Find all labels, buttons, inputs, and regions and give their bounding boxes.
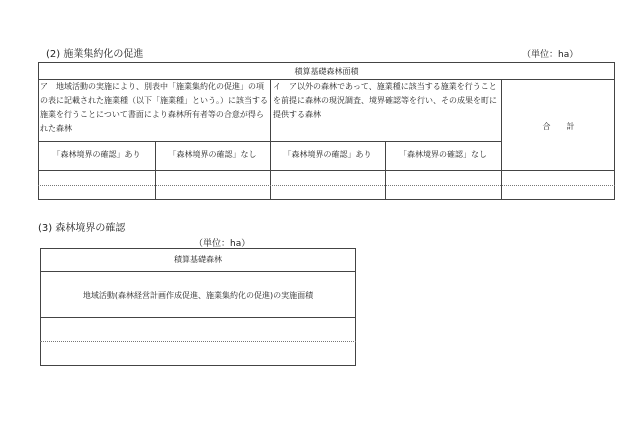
boundary-header-divider xyxy=(40,271,356,272)
total-label: 合 計 xyxy=(542,122,575,131)
col-b-text: イ ア以外の森林であって、施業種に該当する施業を行うことを前提に森林の現況調査、境界確認等を行い、その成果を町に提供する森林 xyxy=(273,82,497,119)
boundary-row-divider xyxy=(40,317,356,318)
col-a-text: ア 地域活動の実施により、別表中「施業集約化の促進」の項の表に記載された施業種（以下「施業種」という。）に該当する施業を行うことについて書面により森林所有者等の合意が得られた森林 xyxy=(40,82,268,133)
boundary-table-header: 積算基礎森林 xyxy=(174,255,222,264)
area-table xyxy=(38,62,615,200)
col-divider-a xyxy=(270,79,271,200)
boundary-row-dotted xyxy=(40,341,356,342)
section2-unit: （単位：ha） xyxy=(522,50,579,60)
sub-header-a-no: 「森林境界の確認」なし xyxy=(168,150,257,159)
sub-header-a-yes: 「森林境界の確認」あり xyxy=(52,150,141,159)
subheader-divider xyxy=(38,141,501,142)
section3-heading: (3) 森林境界の確認 xyxy=(38,223,126,234)
section3-unit: （単位：ha） xyxy=(194,239,251,249)
data-row-divider xyxy=(38,170,615,171)
boundary-table xyxy=(40,248,356,366)
sub-header-b-no: 「森林境界の確認」なし xyxy=(399,150,487,159)
data-row-dotted xyxy=(38,185,615,186)
col-divider-total xyxy=(501,79,502,200)
sub-header-b-yes: 「森林境界の確認」あり xyxy=(283,150,372,159)
boundary-row-label: 地域活動(森林経営計画作成促進、施業集約化の促進)の実施面積 xyxy=(82,291,314,300)
section2-heading: (2) 施業集約化の促進 xyxy=(46,49,144,60)
area-table-header: 積算基礎森林面積 xyxy=(294,67,359,76)
